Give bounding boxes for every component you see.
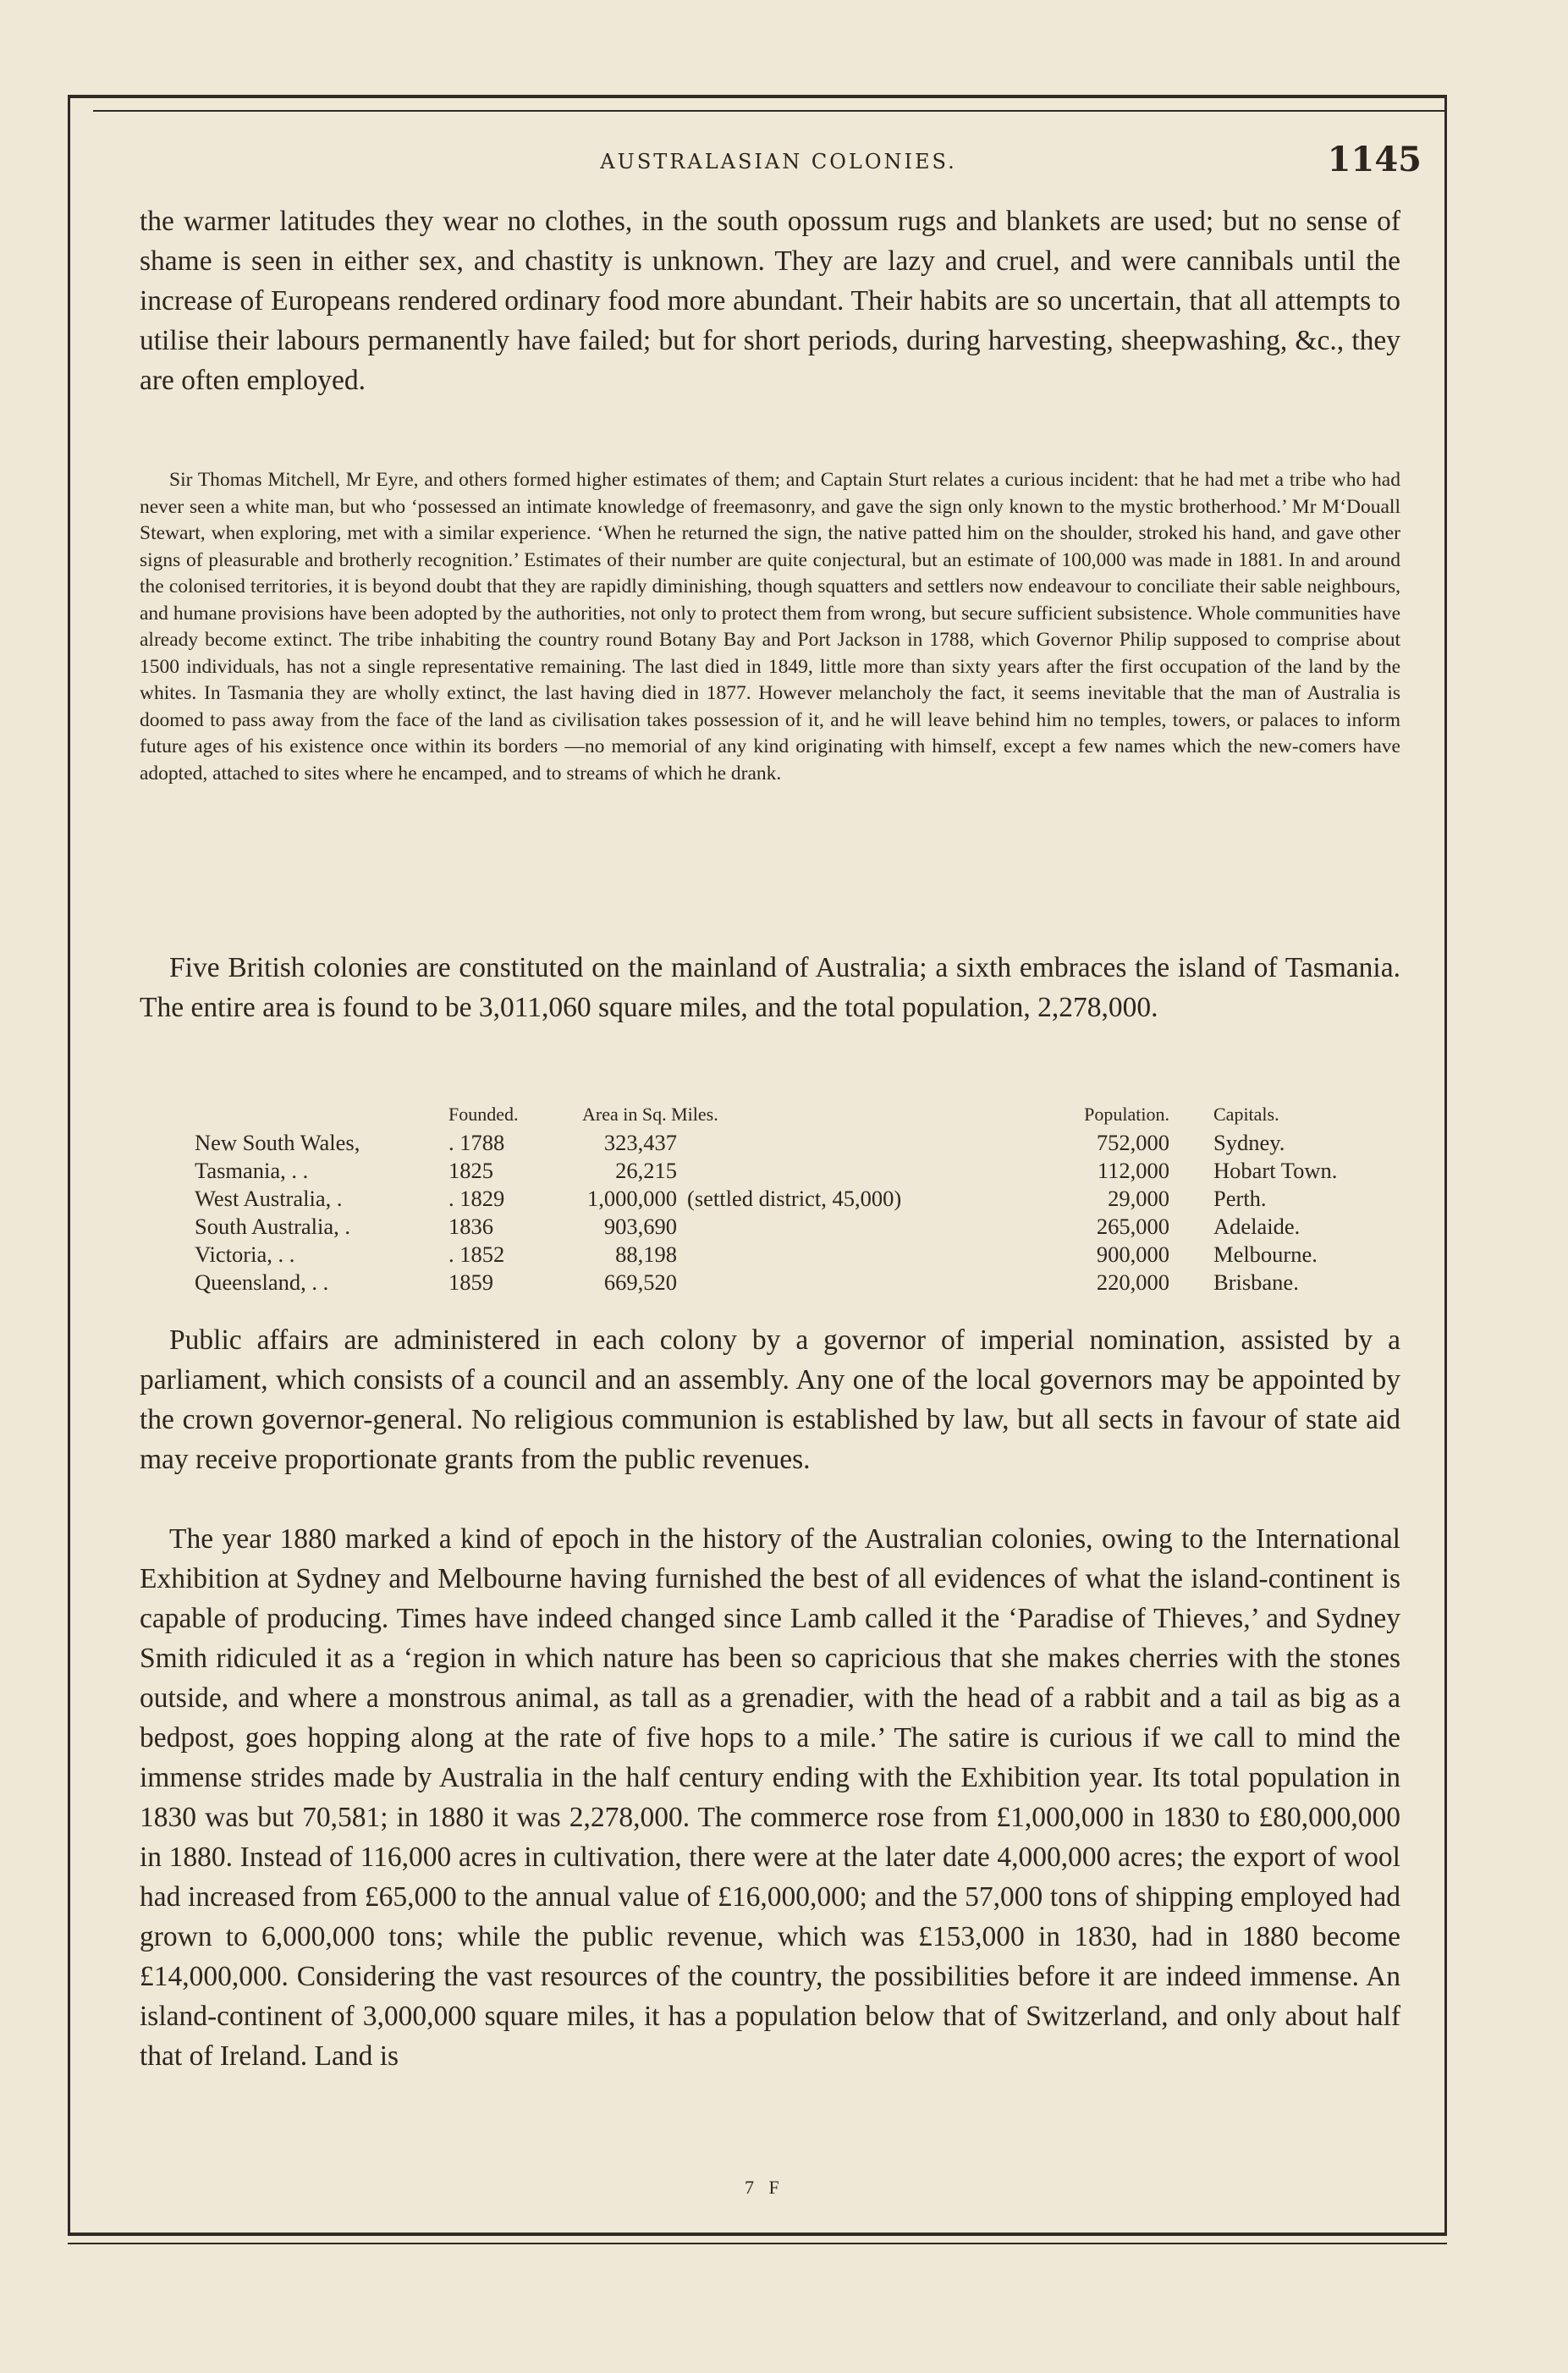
colony-founded: . 1788 bbox=[448, 1130, 505, 1155]
colony-founded: 1859 bbox=[448, 1269, 493, 1295]
paragraph-text: Public affairs are administered in each colony by a governor of imperial nomination, assisted by a parliament, which consists of a council and an assembly. Any one of the local governors may be appointed by the crown governor-general. No religious communion is established by law, but all sects in favour of state aid may receive proportionate grants from the public revenues. bbox=[140, 1324, 1400, 1475]
table-header-area: Area in Sq. Miles. bbox=[582, 1104, 718, 1125]
colony-area: 669,520 bbox=[603, 1269, 677, 1295]
colony-founded: . 1829 bbox=[448, 1186, 505, 1211]
colony-name: West Australia, . bbox=[195, 1186, 343, 1211]
colony-note bbox=[677, 1157, 1051, 1185]
colony-population: 220,000 bbox=[1096, 1269, 1169, 1295]
colony-capital: Perth. bbox=[1213, 1186, 1267, 1211]
footnote-paragraph bbox=[140, 467, 1400, 787]
table-row bbox=[195, 1213, 1379, 1241]
colony-area: 1,000,000 bbox=[587, 1186, 677, 1211]
colony-population: 900,000 bbox=[1096, 1242, 1169, 1267]
table-header-capitals: Capitals. bbox=[1213, 1104, 1279, 1125]
table-row bbox=[195, 1185, 1379, 1213]
colony-capital: Brisbane. bbox=[1213, 1269, 1299, 1295]
frame-bottom-rule bbox=[68, 2233, 1447, 2236]
paragraph-text: Sir Thomas Mitchell, Mr Eyre, and others formed higher estimates of them; and Captain Sturt relates a curious incident: that he had met a tribe who had never seen a white man, but who ‘possessed an intimate knowledge of freemasonry, and gave the sign only known to the mystic brotherhood.’ Mr M‘Douall Stewart, when exploring, met with a similar experience. ‘When he returned the sign, the native patted him on the shoulder, stroked his hand, and gave other signs of pleasurable and brotherly recognition.’ Estimates of their number are quite conjectural, but an estimate of 100,000 was made in 1881. In and around the colonised territories, it is beyond doubt that they are rapidly diminishing, though squatters and settlers now endeavour to conciliate their sable neighbours, and humane provisions have been adopted by the authorities, not only to protect them from wrong, but secure sufficient subsistence. Whole communities have already become extinct. The tribe inhabiting the country round Botany Bay and Port Jackson in 1788, which Governor Philip supposed to comprise about 1500 individuals, has not a single representative remaining. The last died in 1849, little more than sixty years after the first occupation of the land by the whites. In Tasmania they are wholly extinct, the last having died in 1877. However melancholy the fact, it seems inevitable that the man of Australia is doomed to pass away from the face of the land as civilisation takes possession of it, and he will leave behind him no temples, towers, or palaces to inform future ages of his existence once within its borders —no memorial of any kind originating with himself, except a few names which the new-comers have adopted, attached to sites where he encamped, and to streams of which he drank. bbox=[140, 469, 1400, 785]
colony-name: Tasmania, . . bbox=[195, 1158, 309, 1183]
colony-area: 903,690 bbox=[603, 1214, 677, 1239]
colony-founded: . 1852 bbox=[448, 1242, 505, 1267]
paragraph-text: Five British colonies are constituted on the mainland of Australia; a sixth embraces the island of Tasmania. The entire area is found to be 3,011,060 square miles, and the total population, 2,278,000. bbox=[140, 952, 1400, 1023]
table-row bbox=[195, 1241, 1379, 1269]
colony-population: 29,000 bbox=[1108, 1186, 1169, 1211]
header-rule bbox=[93, 110, 1447, 112]
table-header-blank bbox=[195, 1100, 448, 1129]
colony-note bbox=[677, 1129, 1051, 1157]
table-header-population: Population. bbox=[1084, 1104, 1169, 1125]
body-paragraph-1 bbox=[140, 201, 1400, 400]
colony-note bbox=[677, 1241, 1051, 1269]
running-title: AUSTRALASIAN COLONIES. bbox=[600, 150, 957, 173]
colony-population: 265,000 bbox=[1096, 1214, 1169, 1239]
frame-left-rule bbox=[68, 95, 70, 2236]
colony-capital: Hobart Town. bbox=[1213, 1158, 1338, 1183]
colony-note bbox=[677, 1213, 1051, 1241]
body-paragraph-2 bbox=[140, 948, 1400, 1027]
table-header-row bbox=[195, 1100, 1379, 1129]
colony-note: (settled district, 45,000) bbox=[687, 1186, 902, 1211]
colony-name: Queensland, . . bbox=[195, 1269, 329, 1295]
colony-capital: Melbourne. bbox=[1213, 1242, 1318, 1267]
colony-name: New South Wales, bbox=[195, 1130, 360, 1155]
paragraph-text: the warmer latitudes they wear no clothes, in the south opossum rugs and blankets are used; but no sense of shame is seen in either sex, and chastity is unknown. They are lazy and cruel, and were cannibals until the increase of Europeans rendered ordinary food more abundant. Their habits are so uncertain, that all attempts to utilise their labours permanently have failed; but for short periods, during harvesting, sheepwashing, &c., they are often employed. bbox=[140, 206, 1400, 396]
table-row bbox=[195, 1269, 1379, 1297]
colonies-table bbox=[195, 1100, 1379, 1297]
printer-signature-mark: 7 F bbox=[745, 2177, 784, 2198]
colony-name: Victoria, . . bbox=[195, 1242, 295, 1267]
colony-area: 323,437 bbox=[603, 1130, 677, 1155]
body-paragraph-3 bbox=[140, 1320, 1400, 1479]
colony-founded: 1836 bbox=[448, 1214, 493, 1239]
colony-capital: Adelaide. bbox=[1213, 1214, 1301, 1239]
body-paragraph-4 bbox=[140, 1519, 1400, 2076]
colony-population: 112,000 bbox=[1097, 1158, 1169, 1183]
colony-note bbox=[677, 1269, 1051, 1297]
paragraph-text: The year 1880 marked a kind of epoch in the history of the Australian colonies, owing to the International Exhibition at Sydney and Melbourne having furnished the best of all evidences of what the island-continent is capable of producing. Times have indeed changed since Lamb called it the ‘Paradise of Thieves,’ and Sydney Smith ridiculed it as a ‘region in which nature has been so capricious that she makes cherries with the stones outside, and where a monstrous animal, as tall as a grenadier, with the head of a rabbit and a tail as big as a bedpost, goes hopping along at the rate of five hops to a mile.’ The satire is curious if we call to mind the immense strides made by Australia in the half century ending with the Exhibition year. Its total population in 1830 was but 70,581; in 1880 it was 2,278,000. The commerce rose from £1,000,000 in 1830 to £80,000,000 in 1880. Instead of 116,000 acres in cultivation, there were at the later date 4,000,000 acres; the export of wool had increased from £65,000 to the annual value of £16,000,000; and the 57,000 tons of shipping employed had grown to 6,000,000 tons; while the public revenue, which was £153,000 in 1830, had in 1880 become £14,000,000. Considering the vast resources of the country, the possibilities before it are indeed immense. An island-continent of 3,000,000 square miles, it has a population below that of Switzerland, and only about half that of Ireland. Land is bbox=[140, 1523, 1400, 2072]
page-number: 1145 bbox=[1327, 140, 1422, 179]
frame-bottom-thin-rule bbox=[68, 2243, 1447, 2244]
colony-capital: Sydney. bbox=[1213, 1130, 1285, 1155]
colony-area: 88,198 bbox=[615, 1242, 677, 1267]
page-header bbox=[135, 140, 1422, 190]
table-row bbox=[195, 1157, 1379, 1185]
colony-name: South Australia, . bbox=[195, 1214, 351, 1239]
frame-top-rule bbox=[68, 95, 1447, 98]
table-row bbox=[195, 1129, 1379, 1157]
table-header-founded: Founded. bbox=[448, 1104, 519, 1125]
colony-area: 26,215 bbox=[615, 1158, 677, 1183]
colony-population: 752,000 bbox=[1096, 1130, 1169, 1155]
frame-right-rule bbox=[1444, 95, 1447, 2236]
colony-founded: 1825 bbox=[448, 1158, 493, 1183]
